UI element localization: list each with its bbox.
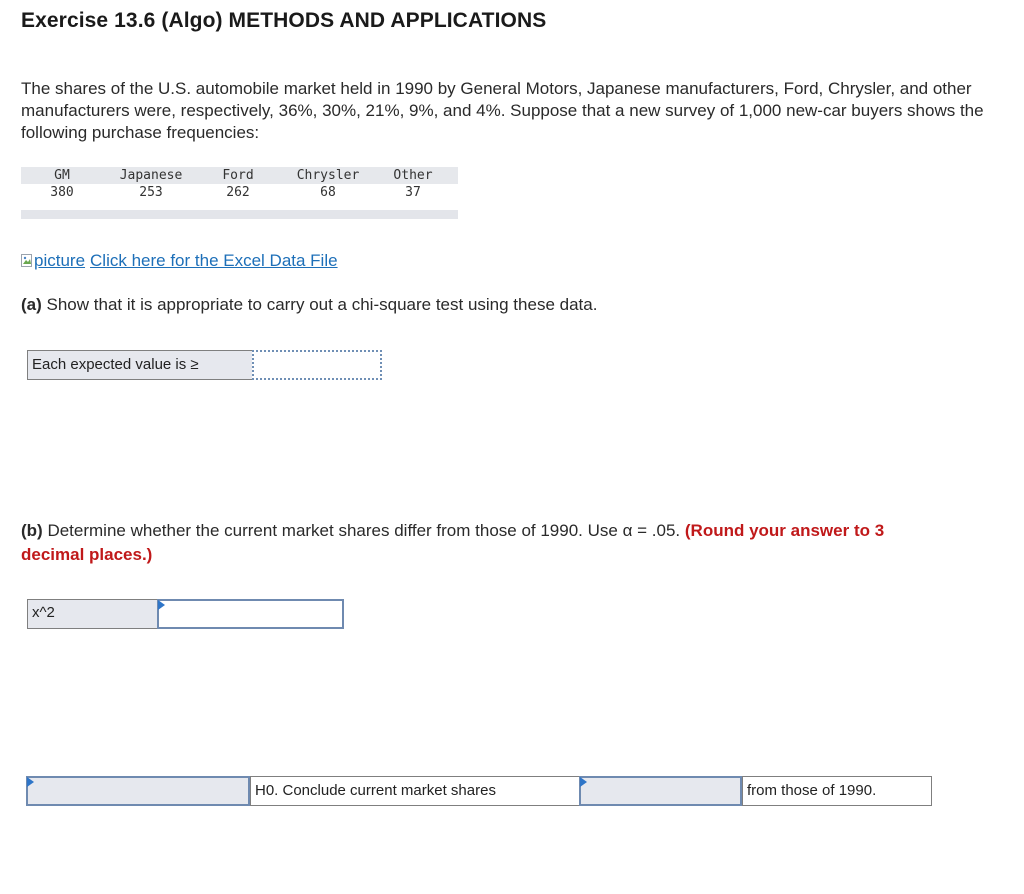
part-b-text: Determine whether the current market shares differ from those of 1990. Use α = .05.: [47, 521, 681, 540]
table-cell-chrysler: 68: [320, 185, 336, 200]
table-header-other: Other: [393, 168, 433, 183]
broken-image-alt: picture: [34, 251, 86, 270]
page-title: Exercise 13.6 (Algo) METHODS AND APPLICATIONS: [21, 9, 547, 32]
table-header-row: [21, 167, 458, 184]
table-row: [21, 184, 458, 201]
frequency-table: [21, 167, 458, 219]
part-a-text: Show that it is appropriate to carry out a chi-square test using these data.: [46, 295, 598, 314]
table-header-chrysler: Chrysler: [296, 168, 360, 183]
chi-square-label: x^2: [27, 599, 158, 629]
differ-dropdown[interactable]: [579, 776, 742, 806]
table-header-japanese: Japanese: [119, 168, 183, 183]
table-cell-other: 37: [405, 185, 421, 200]
end-label: from those of 1990.: [742, 776, 932, 806]
chi-square-input[interactable]: [157, 599, 344, 629]
table-header-gm: GM: [54, 168, 70, 183]
part-b-prompt: [21, 519, 921, 567]
conclusion-label: H0. Conclude current market shares: [250, 776, 580, 806]
part-a-label: (a): [21, 295, 42, 314]
part-a-prompt: [21, 295, 597, 315]
input-marker-icon: [158, 600, 165, 610]
table-cell-ford: 262: [226, 185, 250, 200]
dropdown-marker-icon: [27, 777, 34, 787]
excel-data-link[interactable]: [21, 251, 338, 271]
expected-value-input[interactable]: [252, 350, 382, 380]
broken-image-icon: [21, 254, 33, 268]
table-header-ford: Ford: [222, 168, 254, 183]
expected-value-label: Each expected value is ≥: [27, 350, 253, 380]
table-cell-japanese: 253: [139, 185, 163, 200]
part-b-label: (b): [21, 521, 43, 540]
decision-dropdown[interactable]: [26, 776, 250, 806]
dropdown-marker-icon: [580, 777, 587, 787]
table-bottom-divider: [21, 210, 458, 219]
problem-intro: The shares of the U.S. automobile market held in 1990 by General Motors, Japanese manufacturers, Ford, Chrysler, and other manufacturers were, respectively, 36%, 30%, 21%, 9%, and 4%. Suppose that a new survey of 1,000 new-car buyers shows the following purchase frequencies:: [21, 79, 984, 142]
excel-link-label: Click here for the Excel Data File: [90, 251, 338, 270]
rounding-note: (Round your answer to 3 decimal places.): [21, 521, 885, 564]
table-cell-gm: 380: [50, 185, 74, 200]
